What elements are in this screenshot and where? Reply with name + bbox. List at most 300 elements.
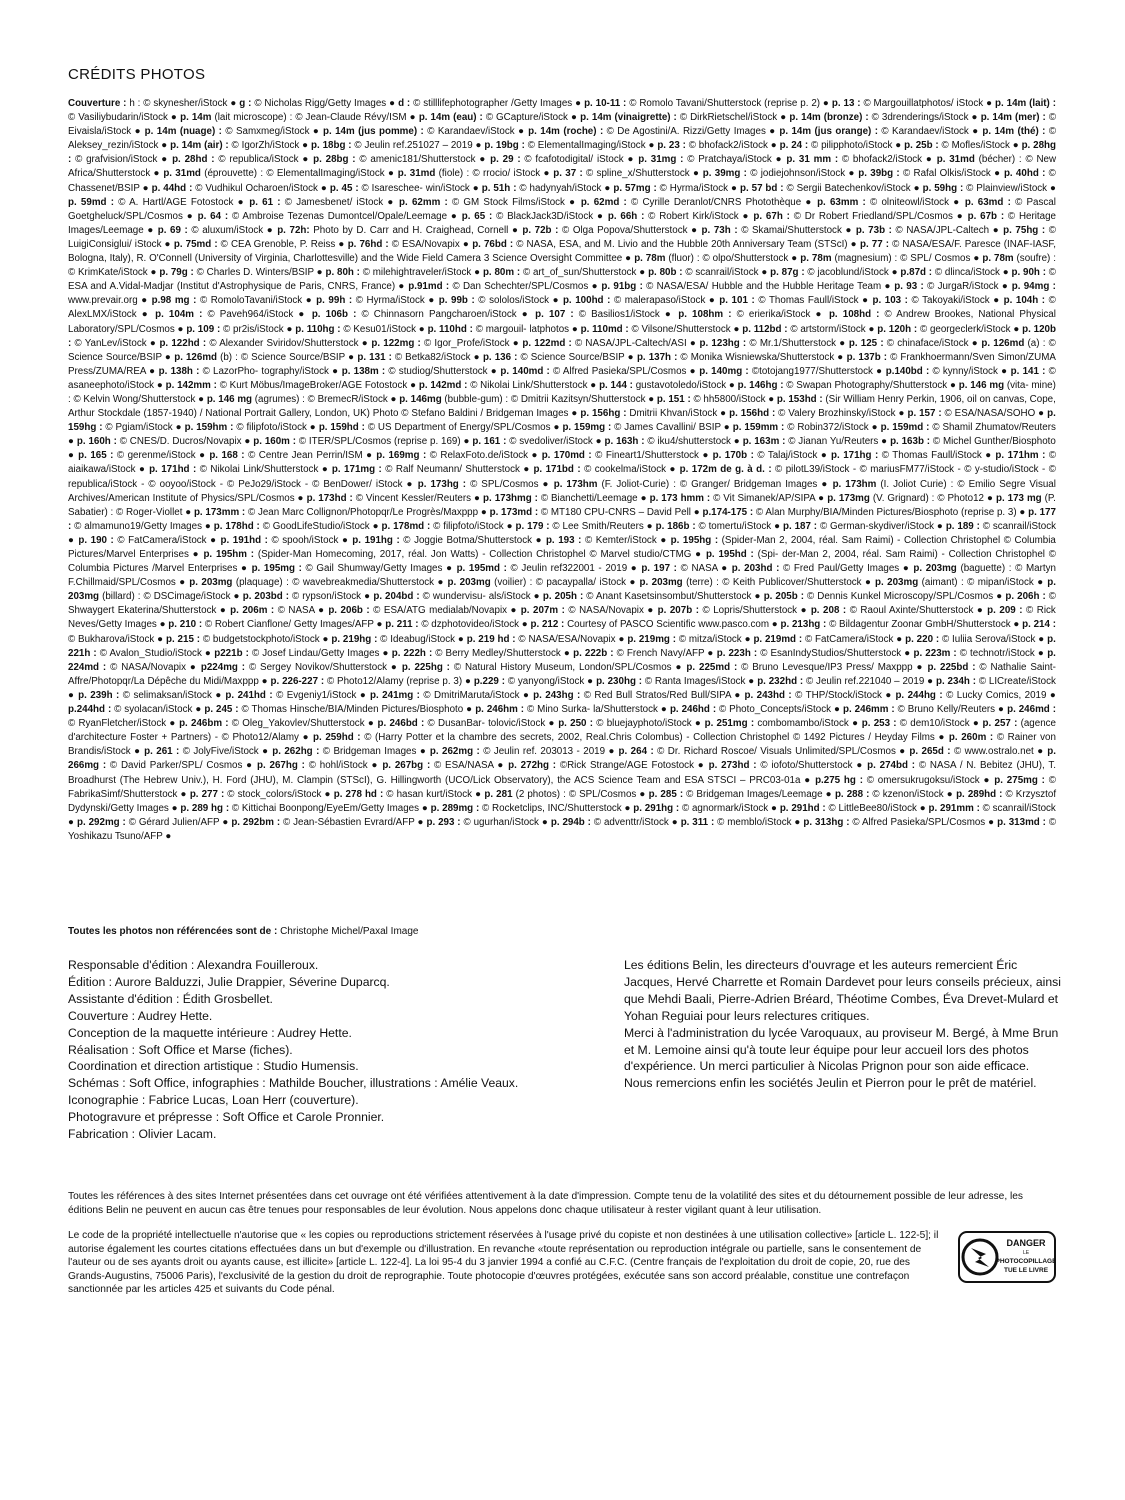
credit-separator: ● bbox=[141, 309, 151, 321]
credit-separator: ● bbox=[192, 549, 200, 560]
credit-entry bbox=[172, 154, 298, 165]
credit-entry bbox=[249, 197, 383, 208]
credit-page-label: p. 170b : bbox=[712, 450, 754, 462]
credit-entry bbox=[907, 408, 1035, 419]
credit-entry bbox=[929, 803, 1056, 814]
credit-source: © Vincent Kessler/Reuters bbox=[355, 492, 472, 504]
credit-separator: ● bbox=[147, 224, 155, 236]
credit-separator: ● bbox=[475, 140, 482, 152]
credit-page-label: p. 203mg bbox=[189, 577, 233, 589]
credit-page-label: p. 140mg : bbox=[699, 365, 749, 377]
credit-separator: ● bbox=[730, 182, 738, 194]
credit-page-label: p. 28hd : bbox=[172, 154, 215, 166]
credit-separator: ● bbox=[149, 337, 157, 349]
credit-page-label: p. 291hd : bbox=[779, 802, 826, 814]
credit-page-label: p. 246hd : bbox=[669, 704, 717, 716]
credit-separator: ● bbox=[899, 746, 906, 758]
credit-source: © dzphotovideo/iStock bbox=[421, 619, 519, 631]
credit-separator: ● bbox=[150, 267, 157, 279]
credit-page-label: p. 246bm : bbox=[179, 718, 229, 730]
credit-page-label: p. 138h : bbox=[158, 365, 200, 377]
credit-entry bbox=[553, 168, 689, 179]
credit-page-label: p. 168 : bbox=[209, 450, 245, 462]
credit-page-label: p. 78m bbox=[982, 253, 1014, 265]
credit-source: © US Department of Energy/SPL/Cosmos bbox=[367, 422, 551, 434]
credit-page-label: p. 195mg : bbox=[251, 563, 302, 575]
credit-entry bbox=[542, 450, 699, 461]
credit-source: © ESA/ATG medialab/Novapix bbox=[373, 605, 508, 617]
credit-separator: ● bbox=[170, 112, 178, 124]
credit-source: © Rick Neves/Getty Images bbox=[68, 605, 1056, 631]
credit-source: © 3drenderings/iStock bbox=[871, 112, 969, 124]
credit-page-label: p. 172m de g. à d. : bbox=[679, 464, 772, 476]
staff-line: Schémas : Soft Office, infographies : Mathilde Boucher, illustrations : Amélie Veaux. bbox=[68, 1076, 519, 1091]
credit-separator: ● bbox=[521, 309, 531, 321]
credit-separator: ● bbox=[675, 661, 683, 673]
credit-entry bbox=[312, 309, 517, 320]
credit-source: © Andrew Brookes, National Physical Laboratory/SPL/Cosmos bbox=[68, 309, 1056, 335]
credit-source: © Dan Schechter/SPL/Cosmos bbox=[452, 281, 589, 293]
credit-source: © Karandaev/iStock bbox=[881, 126, 969, 138]
credit-source: © FatCamera/iStock bbox=[117, 534, 207, 546]
credit-separator: ● bbox=[387, 196, 395, 208]
credit-entry bbox=[385, 619, 519, 630]
credit-source: (fiole) : © rrocio/ iStock bbox=[438, 168, 541, 180]
credit-separator: ● bbox=[587, 675, 594, 687]
credit-separator: ● bbox=[341, 534, 349, 546]
credit-entry bbox=[535, 309, 660, 320]
credit-separator: ● bbox=[825, 788, 832, 800]
credit-entry bbox=[214, 521, 370, 532]
credit-separator: ● bbox=[702, 450, 710, 462]
credit-separator: ● bbox=[302, 154, 310, 166]
credit-entry bbox=[144, 746, 259, 757]
credit-separator: ● bbox=[595, 436, 602, 448]
credit-separator: ● bbox=[936, 520, 943, 532]
credit-page-label: p. 264 : bbox=[618, 746, 654, 758]
credit-source: © RomoloTavani/iStock bbox=[199, 295, 303, 307]
credit-source: © kynny/iStock bbox=[932, 365, 998, 377]
credit-separator: ● bbox=[531, 450, 539, 462]
credit-entry bbox=[862, 718, 970, 729]
credit-separator: ● bbox=[359, 689, 367, 701]
credit-entry bbox=[508, 760, 694, 771]
credit-entry bbox=[546, 535, 657, 546]
credit-page-label: p. 222b : bbox=[573, 647, 614, 659]
credit-separator: ● bbox=[896, 633, 903, 645]
credit-separator: ● bbox=[153, 168, 161, 180]
credit-entry bbox=[738, 380, 948, 391]
credit-source: © Jean Marc Collignon/Photopqr/Le Progrès/Maxppp bbox=[247, 506, 479, 518]
credit-page-label: p. 31md bbox=[163, 168, 201, 180]
credit-separator: ● bbox=[332, 365, 339, 377]
credit-entry bbox=[243, 591, 361, 602]
credit-source: © Ideabug/iStock bbox=[380, 633, 456, 645]
credit-page-label: p. 76bd : bbox=[472, 238, 514, 250]
credit-source: © Karandaev/iStock bbox=[427, 126, 515, 138]
credit-separator: ● bbox=[215, 689, 222, 701]
credit-separator: ● bbox=[891, 267, 898, 279]
credit-separator: ● bbox=[1038, 633, 1045, 645]
credit-page-label: p. 206m : bbox=[230, 605, 275, 617]
credit-source: © Swapan Photography/Shutterstock bbox=[786, 379, 948, 391]
credit-page-label: p. 225hg : bbox=[401, 661, 450, 673]
credit-separator: ● bbox=[387, 168, 395, 180]
credit-separator: ● bbox=[169, 718, 176, 730]
credit-entry bbox=[373, 591, 530, 602]
credit-source: © fcafotodigital/ iStock bbox=[524, 154, 624, 166]
credit-separator: ● bbox=[1050, 182, 1056, 194]
credit-source: (voilier) : © pacaypalla/ iStock bbox=[494, 577, 627, 589]
credit-separator: ● bbox=[972, 126, 979, 138]
credit-source: (baguette) : © Martyn F.Chillmaid/SPL/Cosmos bbox=[68, 563, 1056, 589]
credit-page-label: p. 163m : bbox=[742, 436, 786, 448]
credit-source: (éprouvette) : © ElementalImaging/iStock bbox=[204, 168, 385, 180]
credit-page-label: p. 120h : bbox=[877, 323, 918, 335]
credit-separator: ● bbox=[818, 492, 825, 504]
credit-separator: ● bbox=[446, 563, 453, 575]
credit-separator: ● bbox=[533, 591, 540, 603]
credit-separator: ● bbox=[916, 661, 924, 673]
credit-separator: ● bbox=[625, 253, 632, 265]
credit-entry bbox=[348, 239, 460, 250]
credit-source: © Sergey Novikov/Shutterstock bbox=[248, 661, 388, 673]
credit-page-label: p. 93 : bbox=[894, 281, 924, 293]
credit-separator: ● bbox=[322, 633, 329, 645]
credit-entry bbox=[207, 394, 388, 405]
credit-separator: ● bbox=[286, 323, 293, 335]
credit-entry bbox=[159, 338, 358, 349]
credit-entry bbox=[648, 267, 758, 278]
credit-source: © Alan Murphy/BIA/Minden Pictures/Biosphoto (reprise p. 3) bbox=[755, 506, 1017, 518]
credit-separator: ● bbox=[522, 689, 530, 701]
credit-entry bbox=[742, 324, 865, 335]
staff-line: Couverture : Audrey Hette. bbox=[68, 1008, 213, 1023]
credit-source: © Evgeniy1/iStock bbox=[276, 689, 357, 701]
credit-entry bbox=[909, 746, 1033, 757]
credit-separator: ● bbox=[398, 281, 405, 293]
credit-source: © hohl/iStock bbox=[308, 760, 368, 772]
credit-page-label: p. 195hd : bbox=[705, 549, 754, 560]
credit-page-label: p. 151 : bbox=[656, 393, 691, 405]
staff-line: Réalisation : Soft Office et Marse (fiches). bbox=[68, 1042, 293, 1057]
acknowledgements-paragraph: Merci à l'administration du lycée Varoquaux, au proviseur M. Bergé, à Mme Brun et M. Lemoine ainsi qu'à toute leur équipe pour leur accueil lors des photos d'expérience. Un merci particulier à Nicolas Prignon pour son aide efficace. bbox=[624, 1025, 1059, 1074]
credit-entry bbox=[313, 732, 935, 743]
credit-page-label: p. 278 hd : bbox=[333, 788, 384, 800]
credit-source: © Sergii Batechenkov/iStock bbox=[786, 182, 911, 194]
credit-source: © agnormark/iStock bbox=[681, 802, 769, 814]
credit-source: © Valery Brozhinsky/iStock bbox=[778, 408, 896, 420]
credit-page-label: p. 80m : bbox=[482, 267, 521, 279]
credit-entry bbox=[214, 648, 379, 659]
credit-source: © EsanIndyStudios/Shutterstock bbox=[760, 647, 902, 659]
credit-separator: ● bbox=[198, 393, 205, 405]
credit-separator: ● bbox=[648, 393, 655, 405]
credit-entry bbox=[357, 352, 470, 363]
credit-separator: ● bbox=[591, 281, 599, 293]
credit-page-label: p. 59md : bbox=[68, 196, 114, 208]
credit-source: © adventtr/iStock bbox=[593, 816, 669, 828]
credit-entry bbox=[313, 154, 475, 165]
credit-separator: ● bbox=[563, 647, 571, 659]
credit-source: © ugurhan/iStock bbox=[463, 816, 539, 828]
credit-separator: ● bbox=[161, 140, 168, 152]
credit-source: © Cyrille Deranlot/CNRS Photothèque bbox=[631, 196, 802, 208]
logo-text-danger: DANGER bbox=[1006, 1238, 1046, 1248]
credit-source: © tomertu/iStock bbox=[698, 520, 772, 532]
credit-separator: ● bbox=[437, 577, 445, 589]
credit-separator: ● bbox=[904, 647, 911, 659]
credit-source: © SPL/Cosmos bbox=[470, 478, 539, 490]
credit-page-label: p. 28hg : bbox=[68, 140, 1056, 166]
credit-page-label: p. 313md : bbox=[997, 816, 1046, 828]
credit-page-label: p. 266mg : bbox=[68, 746, 1056, 772]
credit-entry bbox=[789, 112, 968, 123]
credit-separator: ● bbox=[542, 478, 550, 490]
credit-page-label: p. 173hm bbox=[553, 478, 598, 490]
credit-page-label: p. 77 : bbox=[860, 238, 889, 250]
credit-separator: ● bbox=[382, 647, 389, 659]
credit-page-label: p. 14m (bronze) : bbox=[789, 112, 869, 124]
credit-entry bbox=[257, 760, 368, 771]
credit-separator: ● bbox=[660, 534, 668, 546]
credit-entry bbox=[271, 676, 463, 687]
credit-source: © Pratchaya/iStock bbox=[687, 154, 772, 166]
credit-entry bbox=[419, 380, 588, 391]
credit-page-label: p. 112bd : bbox=[742, 323, 788, 335]
credit-entry bbox=[168, 619, 374, 630]
credit-entry bbox=[702, 507, 1016, 518]
credit-separator: ● bbox=[708, 295, 716, 307]
unreferenced-photos-note bbox=[68, 925, 418, 939]
credit-page-label: p. 246md : bbox=[1007, 704, 1056, 716]
credit-separator: ● bbox=[804, 774, 812, 786]
credit-separator: ● bbox=[305, 295, 313, 307]
credit-page-label: p. 246hm : bbox=[475, 704, 525, 716]
credit-page-label: p. 104m : bbox=[155, 309, 203, 321]
credit-separator: ● bbox=[648, 140, 655, 152]
credit-page-label: p. 122md : bbox=[522, 337, 572, 349]
credit-entry bbox=[849, 338, 969, 349]
credit-source: © Rainer von Brandis/iStock bbox=[68, 732, 1056, 758]
credit-entry bbox=[225, 690, 356, 701]
credit-page-label: p. 179 : bbox=[515, 520, 550, 532]
credit-page-label: p.229 : bbox=[473, 675, 505, 687]
credit-source: © Chassenet/BSIP bbox=[68, 168, 1056, 194]
credit-page-label: p. 14m (roche) : bbox=[528, 126, 604, 138]
credit-entry bbox=[467, 634, 616, 645]
credit-page-label: p. 193 : bbox=[545, 534, 582, 546]
credit-page-label: p. 291mm : bbox=[928, 802, 980, 814]
credit-entry bbox=[418, 479, 539, 490]
credit-separator: ● bbox=[159, 619, 166, 631]
staff-line: Responsable d'édition : Alexandra Fouilleroux. bbox=[68, 958, 319, 972]
credit-source: © Rocketclips, INC/Shutterstock bbox=[482, 802, 622, 814]
credit-separator: ● bbox=[134, 126, 142, 138]
credit-page-label: p. 212 : bbox=[530, 619, 565, 631]
credit-source: © German-skydiver/iStock bbox=[819, 520, 935, 532]
credit-entry bbox=[641, 563, 717, 574]
credit-separator: ● bbox=[390, 393, 397, 405]
credit-source: © DirkRietschel/iStock bbox=[679, 112, 778, 124]
credit-page-label: p. 223m : bbox=[913, 647, 957, 659]
credit-entry bbox=[875, 577, 1034, 588]
logo-text-le: LE bbox=[1022, 1250, 1030, 1256]
credit-separator: ● bbox=[671, 816, 678, 828]
credit-source: © (Harry Potter et la chambre des secrets, 2002, Real.Chris Colombus) - Collection Christophel © 1492 Pictures / Heyday Films bbox=[364, 732, 935, 744]
credit-page-label: p. 64 : bbox=[197, 210, 229, 222]
credit-page-label: p. 267bg : bbox=[382, 760, 431, 772]
credit-page-label: p. 18bg : bbox=[311, 140, 352, 152]
credit-separator: ● bbox=[142, 182, 149, 194]
credit-separator: ● bbox=[608, 746, 616, 758]
credit-source: © Fred Paul/Getty Images bbox=[783, 563, 900, 575]
credit-page-label: p. 165 : bbox=[78, 450, 114, 462]
credit-separator: ● bbox=[418, 323, 425, 335]
credit-entry bbox=[533, 464, 666, 475]
credit-page-label: p. 203bd : bbox=[242, 591, 290, 603]
credit-separator: ● bbox=[1019, 506, 1026, 518]
credit-page-label: p. 14m (lait) : bbox=[995, 98, 1056, 109]
credit-source: © Bruno Levesque/IP3 Press/ Maxppp bbox=[741, 661, 913, 673]
credit-source: © GoodLifeStudio/iStock bbox=[262, 520, 370, 532]
staff-line: Coordination et direction artistique : Studio Humensis. bbox=[68, 1059, 359, 1074]
credit-source: © Jeulin ref.251027 – 2019 bbox=[354, 140, 473, 152]
credit-source: (Spider-Man 2, 2004, réal. Sam Raimi) - Collection Christophel © Columbia Pictures/Marvel Enterprises bbox=[68, 534, 1056, 560]
credit-entry bbox=[331, 634, 455, 645]
credit-separator: ● bbox=[298, 309, 307, 321]
credit-page-label: p. 153hd : bbox=[776, 393, 823, 405]
credit-page-label: p. 291hg : bbox=[633, 802, 680, 814]
credit-entry bbox=[717, 648, 901, 659]
credit-entry bbox=[475, 704, 658, 715]
credit-separator: ● bbox=[640, 492, 647, 504]
credit-separator: ● bbox=[575, 98, 582, 109]
credit-separator: ● bbox=[953, 196, 961, 208]
credit-entry bbox=[311, 140, 473, 151]
credit-page-label: p. 78m bbox=[800, 253, 832, 265]
credit-entry bbox=[946, 521, 1056, 532]
credit-source: © scanrail/iStock bbox=[982, 802, 1056, 814]
credit-page-label: p. 126md bbox=[981, 337, 1025, 349]
credit-page-label: p. 259hd : bbox=[313, 732, 361, 744]
credit-page-label: p. 260m : bbox=[948, 732, 994, 744]
credit-page-label: p. 14m (thé) : bbox=[982, 126, 1046, 138]
credit-separator: ● bbox=[618, 633, 625, 645]
credit-page-label: p. 59hg : bbox=[922, 182, 964, 194]
credit-entry bbox=[881, 422, 1056, 433]
credit-page-label: p. 225bd : bbox=[927, 661, 976, 673]
credit-entry bbox=[490, 154, 624, 165]
credit-source: © Raoul Axinte/Shutterstock bbox=[849, 605, 974, 617]
credit-entry bbox=[856, 225, 989, 236]
credit-entry bbox=[323, 126, 515, 137]
credit-entry bbox=[781, 619, 1011, 630]
credit-entry bbox=[686, 662, 912, 673]
credit-source: © yanyong/iStock bbox=[507, 675, 585, 687]
credit-entry bbox=[923, 183, 1048, 194]
credit-separator: ● bbox=[134, 746, 141, 758]
credit-source: © ElementalImaging/iStock bbox=[527, 140, 646, 152]
credit-entry bbox=[753, 211, 953, 222]
credit-page-label: p. 246mm : bbox=[843, 704, 895, 716]
credit-source: © CNES/D. Ducros/Novapix bbox=[119, 436, 242, 448]
credit-separator: ● bbox=[697, 760, 705, 772]
credit-entry bbox=[709, 760, 853, 771]
credit-separator: ● bbox=[669, 464, 677, 476]
staff-line: Photogravure et prépresse : Soft Office et Carole Pronnier. bbox=[68, 1110, 385, 1125]
credit-page-label: p. 100hd : bbox=[562, 295, 611, 307]
credit-page-label: p. 87g : bbox=[770, 267, 805, 279]
credit-page-label: p. 159mg : bbox=[562, 422, 612, 434]
credit-separator: ● bbox=[646, 520, 653, 532]
credit-page-label: p. 45 : bbox=[329, 182, 359, 194]
credit-page-label: p. 251mg : bbox=[704, 718, 755, 730]
credit-source: © Chinnasorn Pangcharoen/iStock bbox=[361, 309, 517, 321]
credit-entry bbox=[703, 168, 845, 179]
credit-entry bbox=[439, 295, 549, 306]
credit-source: © www.ostralo.net bbox=[953, 746, 1034, 758]
credit-page-label: p.174-175 : bbox=[702, 506, 754, 518]
credit-separator: ● bbox=[569, 196, 577, 208]
credit-entry bbox=[705, 718, 849, 729]
credit-separator: ● bbox=[754, 591, 761, 603]
credit-separator: ● bbox=[707, 647, 714, 659]
credit-source: © AlexLMX/iStock bbox=[68, 295, 1056, 321]
credit-page-label: p. 241mg : bbox=[370, 689, 420, 701]
credit-entry bbox=[334, 789, 472, 800]
credit-source: © Oleg_Yakovlev/Shutterstock bbox=[231, 718, 365, 730]
staff-line: Assistante d'édition : Édith Grosbellet. bbox=[68, 991, 273, 1006]
credit-source: ©Rick Strange/AGE Fotostock bbox=[559, 760, 694, 772]
credit-page-label: p. 277 : bbox=[189, 788, 225, 800]
credit-separator: ● bbox=[165, 830, 172, 842]
credit-source: combomambo/iStock bbox=[757, 718, 849, 730]
credit-separator: ● bbox=[324, 788, 331, 800]
credit-entry bbox=[155, 309, 293, 320]
credit-entry bbox=[528, 126, 766, 137]
credit-separator: ● bbox=[744, 633, 751, 645]
credit-source: © scanrail/iStock bbox=[982, 520, 1056, 532]
credit-source: (terre) : © Keith Publicover/Shutterstock bbox=[686, 577, 862, 589]
credit-entry bbox=[700, 338, 837, 349]
credit-entry bbox=[319, 422, 551, 433]
credit-source: © Frankhoermann/Sven Simon/ZUMA Press/ZUMA/REA bbox=[68, 351, 1056, 377]
credit-source: © Yoshikazu Tsuno/AFP bbox=[68, 816, 1057, 842]
credit-entry bbox=[886, 366, 998, 377]
credit-source: (2 photos) : © SPL/Cosmos bbox=[515, 788, 637, 800]
credit-page-label: p. 131 : bbox=[357, 351, 392, 363]
credit-page-label: p. 75hg : bbox=[1003, 224, 1046, 236]
credit-separator: ● bbox=[523, 464, 530, 476]
credit-separator: ● bbox=[457, 633, 464, 645]
credit-entry bbox=[780, 140, 893, 151]
credit-source: © Josef Lindau/Getty Images bbox=[251, 647, 380, 659]
credit-page-label: p. 187 : bbox=[783, 520, 818, 532]
credit-page-label: p. 72h: bbox=[277, 224, 310, 236]
credit-source: © hh5800/iStock bbox=[693, 393, 766, 405]
credit-entry bbox=[174, 352, 345, 363]
credit-entry bbox=[472, 436, 592, 447]
credit-separator: ● bbox=[985, 450, 992, 462]
credit-separator: ● bbox=[199, 450, 206, 462]
credit-entry bbox=[733, 422, 869, 433]
credit-page-label: p. 78m bbox=[634, 253, 666, 265]
credit-separator: ● bbox=[261, 675, 268, 687]
credit-separator: ● bbox=[366, 450, 373, 462]
credit-entry bbox=[732, 563, 899, 574]
credit-separator: ● bbox=[535, 534, 543, 546]
